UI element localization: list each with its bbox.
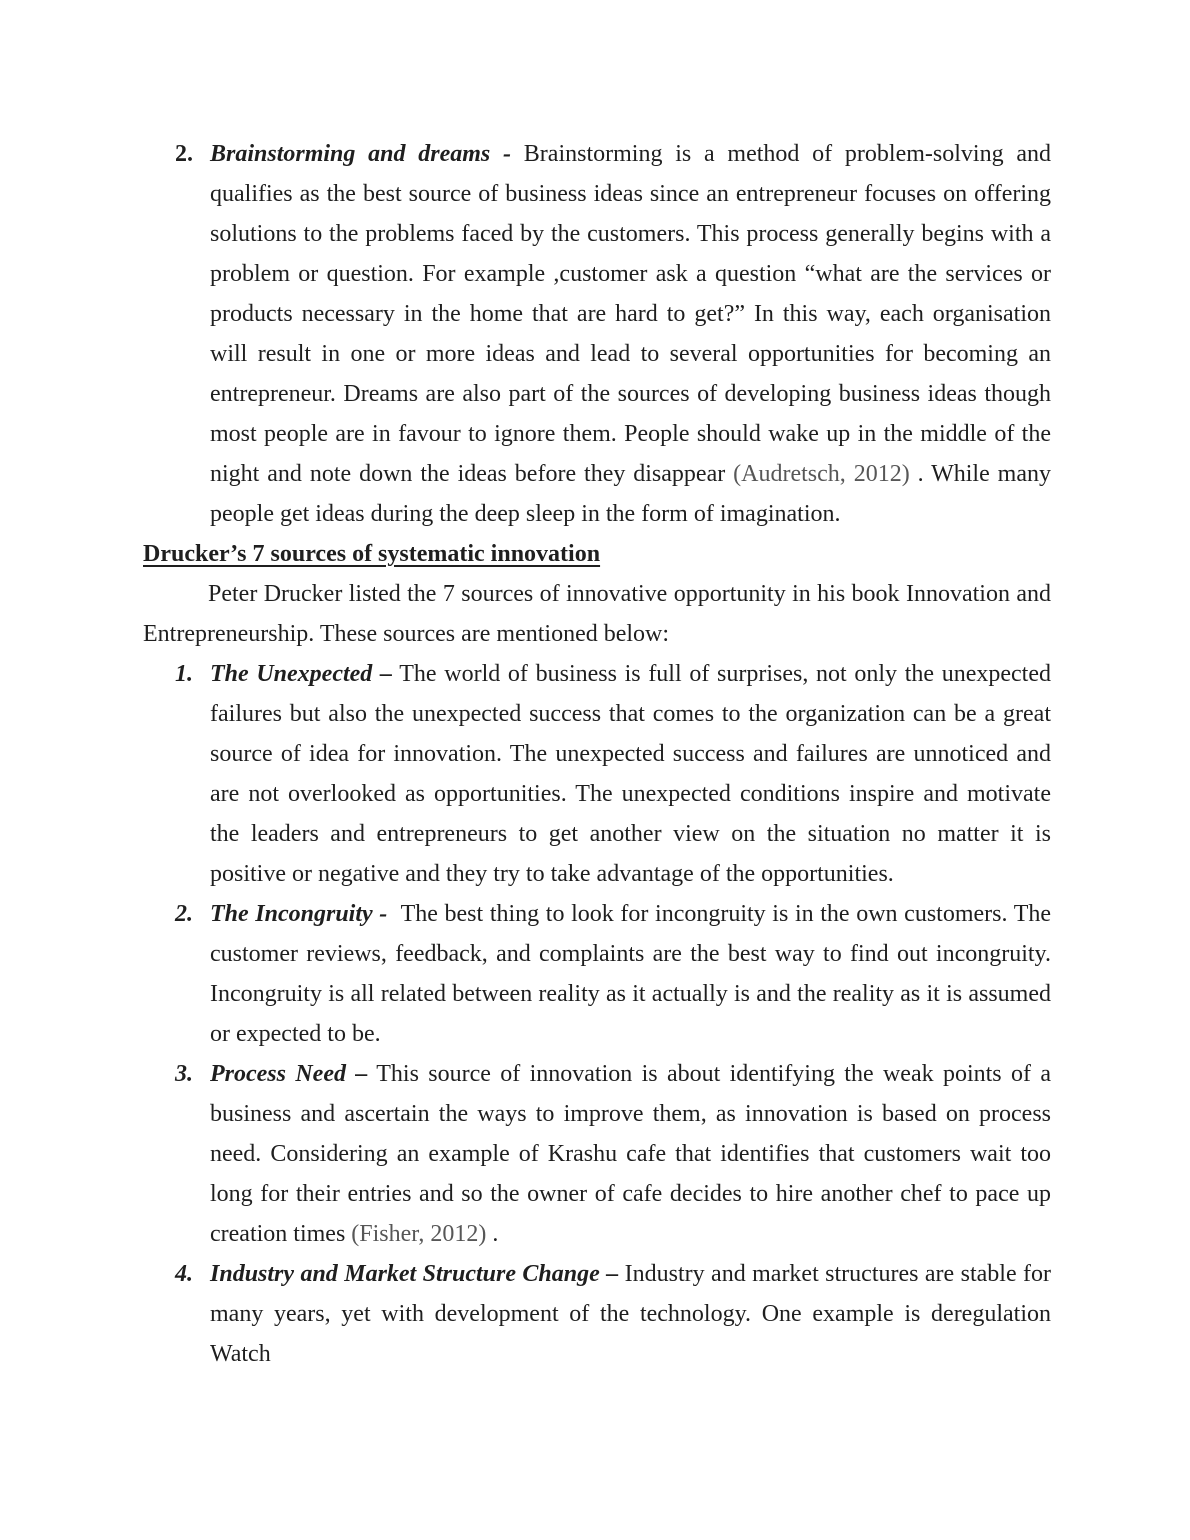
paragraph-text: . (486, 1221, 499, 1247)
paragraph-text: Industry and market structures are stable for many years, yet with development of the technology. One example is deregulation Watch (210, 1261, 1052, 1367)
section-heading: Drucker’s 7 sources of systematic innovation (143, 541, 601, 567)
list-number: 2. (175, 141, 193, 167)
list-number: 1. (175, 661, 193, 687)
run-in-heading-brainstorming: Brainstorming and dreams - (210, 141, 512, 167)
paragraph-text: . While many people get ideas during the deep sleep in the form of imagination. (210, 461, 1051, 527)
paragraph-text: The best thing to look for incongruity is in the own customers. The customer reviews, feedback, and complaints are the best way to find out incongruity. Incongruity is all related between reality as it actually is and the reality as it is assumed or expected to be. (210, 901, 1052, 1047)
list-item-industry-market (143, 1254, 1051, 1374)
citation-audretsch: (Audretsch, 2012) (733, 461, 910, 487)
intro-paragraph: Peter Drucker listed the 7 sources of innovative opportunity in his book Innovation and Entrepreneurship. These sources are mentioned below: (143, 581, 1051, 647)
run-in-heading-incongruity: The Incongruity - (210, 901, 388, 927)
paragraph-brainstorming (210, 134, 1051, 534)
run-in-heading-unexpected: The Unexpected – (210, 661, 392, 687)
paragraph-text: The world of business is full of surprises, not only the unexpected failures but also the unexpected success that comes to the organization can be a great source of idea for innovation. The unexpected success and failures are unnoticed and are not overlooked as opportunities. The unexpected conditions inspire and motivate the leaders and entrepreneurs to get another view on the situation no matter it is positive or negative and they try to take advantage of the opportunities. (210, 661, 1051, 887)
run-in-heading-industry-market: Industry and Market Structure Change – (210, 1261, 619, 1287)
list-number: 3. (175, 1061, 193, 1087)
paragraph-text: This source of innovation is about identifying the weak points of a business and ascertain the ways to improve them, as innovation is based on process need. Considering an example of Krashu cafe that identifies that customers wait too long for their entries and so the owner of cafe decides to hire another chef to pace up creation times (210, 1061, 1051, 1247)
paragraph-unexpected (210, 654, 1051, 894)
list-number: 4. (175, 1261, 193, 1287)
paragraph-industry-market (210, 1254, 1051, 1374)
paragraph-text: Brainstorming is a method of problem-solving and qualifies as the best source of business ideas since an entrepreneur focuses on offering solutions to the problems faced by the customers. This process generally begins with a problem or question. For example ,customer ask a question “what are the services or products necessary in the home that are hard to get?” In this way, each organisation will result in one or more ideas and lead to several opportunities for becoming an entrepreneur. Dreams are also part of the sources of developing business ideas though most people are in favour to ignore them. People should wake up in the middle of the night and note down the ideas before they disappear (210, 141, 1051, 487)
list-item-brainstorming (143, 134, 1051, 534)
list-item-process-need (143, 1054, 1051, 1254)
list-item-unexpected (143, 654, 1051, 894)
list-item-incongruity (143, 894, 1051, 1054)
citation-fisher: (Fisher, 2012) (351, 1221, 487, 1247)
list-number: 2. (175, 901, 193, 927)
document-content (143, 134, 1051, 1374)
run-in-heading-process-need: Process Need – (210, 1061, 368, 1087)
paragraph-incongruity (210, 894, 1051, 1054)
paragraph-process-need (210, 1054, 1051, 1254)
